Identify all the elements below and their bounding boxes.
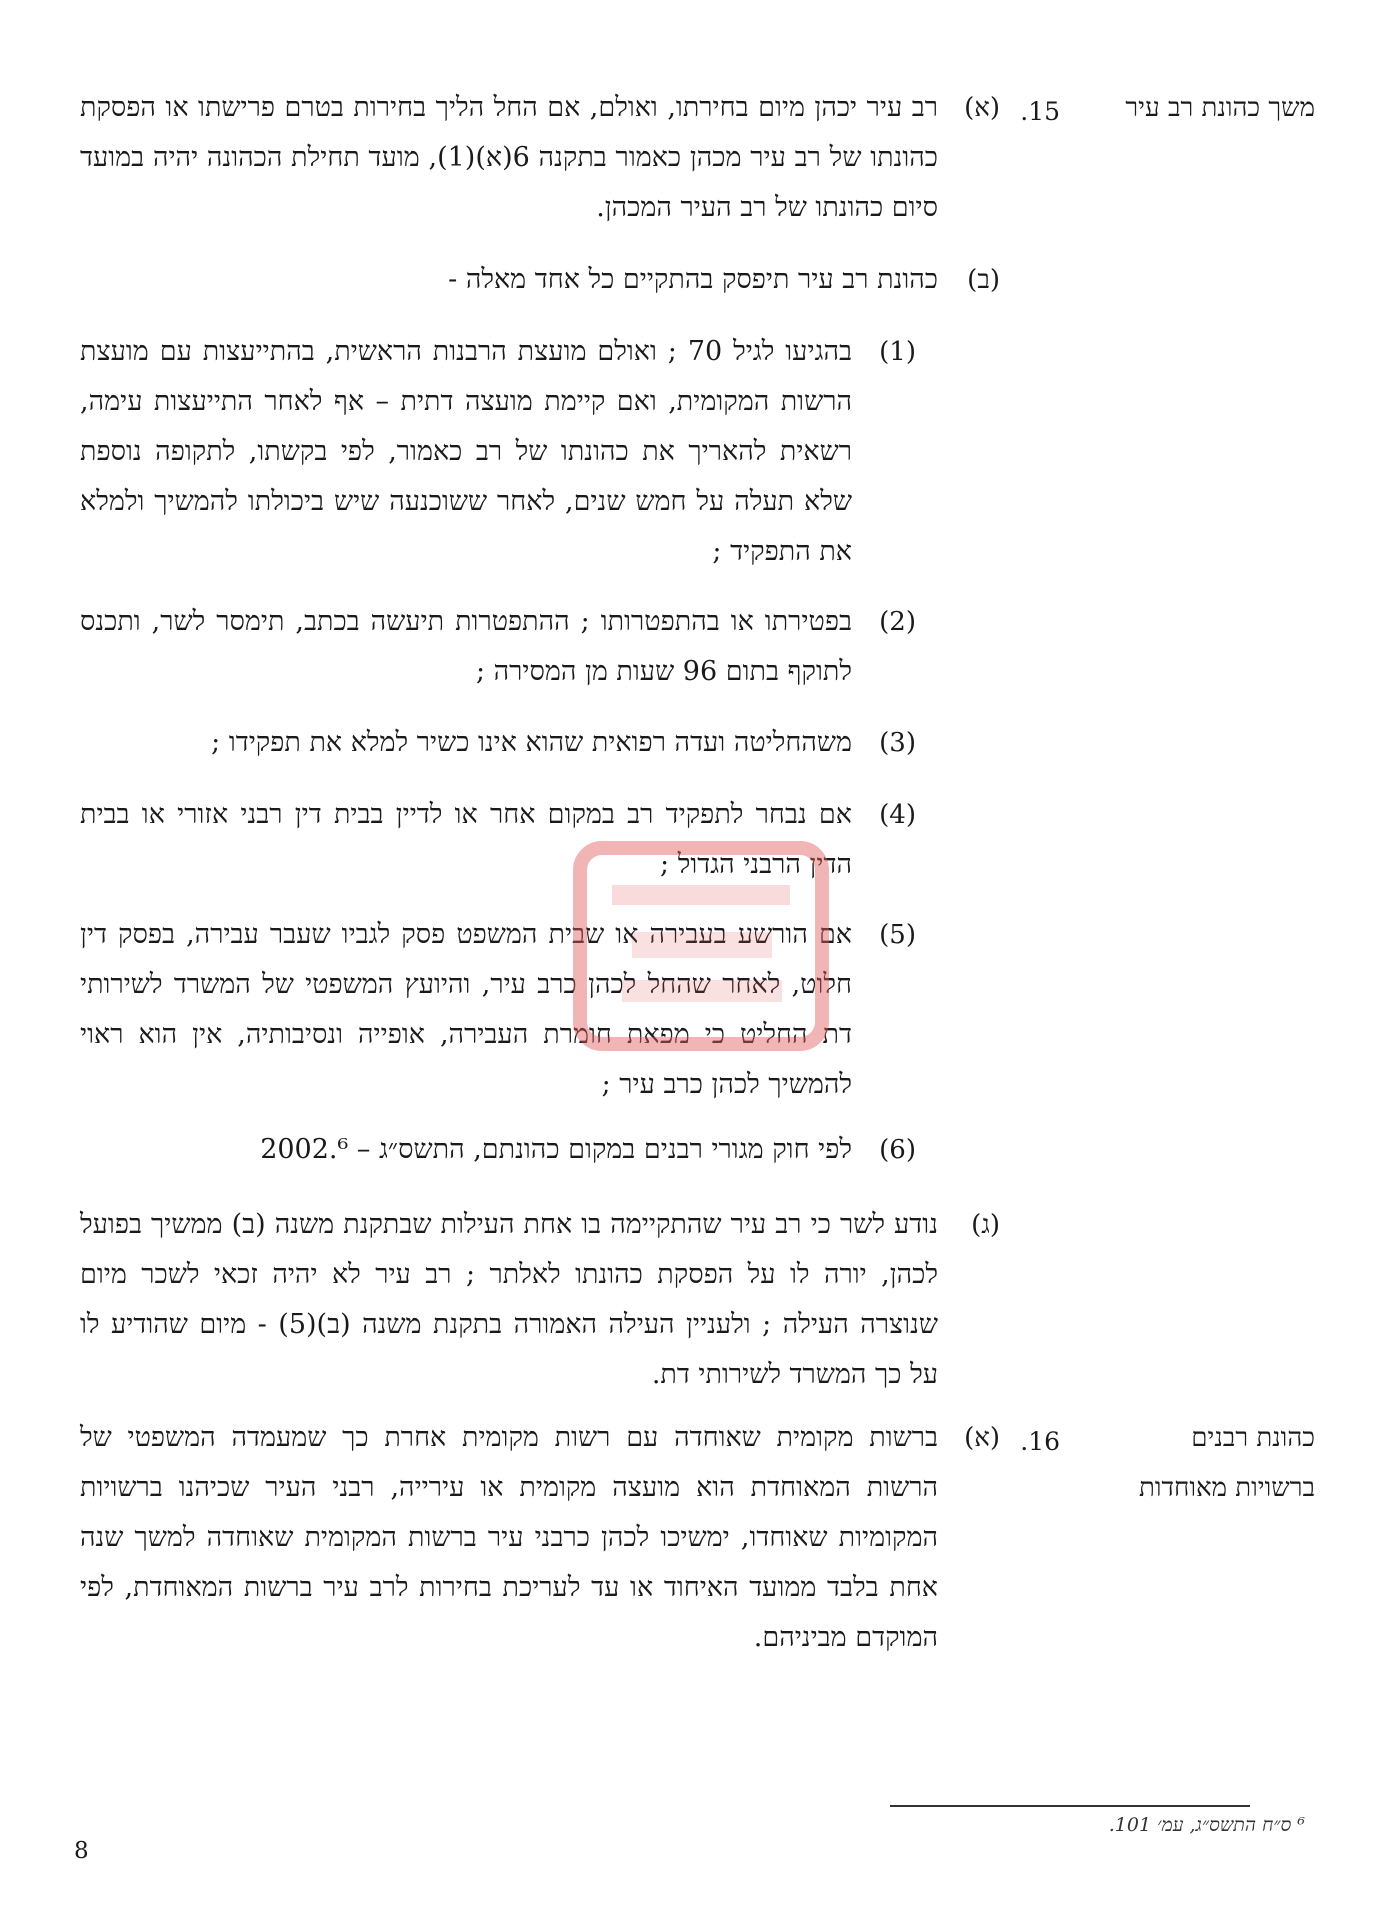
item-text: אם נבחר לתפקיד רב במקום אחר או לדיין בבית דין רבני אזורי או בבית הדין הרבני הגדול ; (80, 799, 852, 880)
item-text: אם הורשע בעבירה או שבית המשפט פסק לגביו שעבר עבירה, בפסק דין חלוט, לאחר שהחל לכהן כרב עיר, והיועץ המשפטי של המשרד לשירותי דת החליט כי מפאת חומרת העבירה, אופייה ונסיבותיה, אין הוא ראוי להמשיך לכהן כרב עיר ; (80, 919, 852, 1100)
section-15-b-text: כהונת רב עיר תיפסק בהתקיים כל אחד מאלה - (448, 264, 938, 295)
page-number: 8 (74, 1838, 89, 1864)
subsection-label: (א) (964, 93, 1000, 123)
subsection-label: (ב) (967, 265, 1000, 295)
subsection-label: (ג) (971, 1210, 1000, 1240)
section-15-c-text: נודע לשר כי רב עיר שהתקיימה בו אחת העילות שבתקנת משנה (ב) ממשיך בפועל לכהן, יורה לו על הפסקת כהונתו לאלתר ; רב עיר לא יהיה זכאי לשכר מיום שנוצרה העילה ; ולעניין העילה האמורה בתקנת משנה (ב)(5) - מיום שהודיע לו על כך המשרד לשירותי דת. (80, 1209, 938, 1390)
item-label: (5) (879, 920, 916, 950)
item-label: (1) (879, 337, 916, 367)
section-16-title-line1: כהונת רבנים (1191, 1423, 1315, 1453)
item-text: לפי חוק מגורי רבנים במקום כהונתם, התשס״ג – 2002.⁶ (260, 1134, 852, 1165)
item-text: בפטירתו או בהתפטרותו ; ההתפטרות תיעשה בכתב, תימסר לשר, ותכנס לתוקף בתום 96 שעות מן המסירה ; (80, 606, 852, 687)
section-15-number: 15. (1020, 97, 1060, 126)
footnote-divider (890, 1805, 1250, 1807)
footnote: ⁶ ס״ח התשס״ג, עמ׳ 101. (1108, 1814, 1305, 1836)
section-16-a-text: ברשות מקומית שאוחדה עם רשות מקומית אחרת כך שמעמדה המשפטי של הרשות המאוחדת הוא מועצה מקומית או עירייה, רבני העיר שכיהנו ברשויות המקומיות שאוחדו, ימשיכו לכהן כרבני עיר ברשות המקומית שאוחדה למשך שנה אחת בלבד ממועד האיחוד או עד לעריכת בחירות לרב עיר ברשות המאוחדת, לפי המוקדם מביניהם. (80, 1422, 938, 1653)
item-label: (2) (879, 607, 916, 637)
section-16-number: 16. (1020, 1427, 1060, 1456)
watermark-logo (572, 840, 830, 1052)
item-label: (6) (879, 1135, 916, 1165)
section-15-title: משך כהונת רב עיר (1125, 93, 1315, 123)
section-15-a-text: רב עיר יכהן מיום בחירתו, ואולם, אם החל הליך בחירות בטרם פרישתו או הפסקת כהונתו של רב עיר מכהן כאמור בתקנה 6(א)(1), מועד תחילת הכהונה יהיה במועד סיום כהונתו של רב העיר המכהן. (80, 92, 938, 223)
item-text: משהחליטה ועדה רפואית שהוא אינו כשיר למלא את תפקידו ; (211, 727, 852, 758)
item-label: (3) (879, 728, 916, 758)
item-label: (4) (879, 800, 916, 830)
subsection-label: (א) (964, 1423, 1000, 1453)
section-16-title-line2: ברשויות מאוחדות (1138, 1473, 1315, 1503)
item-text: בהגיעו לגיל 70 ; ואולם מועצת הרבנות הראשית, בהתייעצות עם מועצת הרשות המקומית, ואם קיימת מועצה דתית – אף לאחר התייעצות עימה, רשאית להאריך את כהונתו של רב כאמור, לפי בקשתו, לתקופה נוספת שלא תעלה על חמש שנים, לאחר ששוכנעה שיש ביכולתו להמשיך ולמלא את התפקיד ; (80, 336, 852, 567)
